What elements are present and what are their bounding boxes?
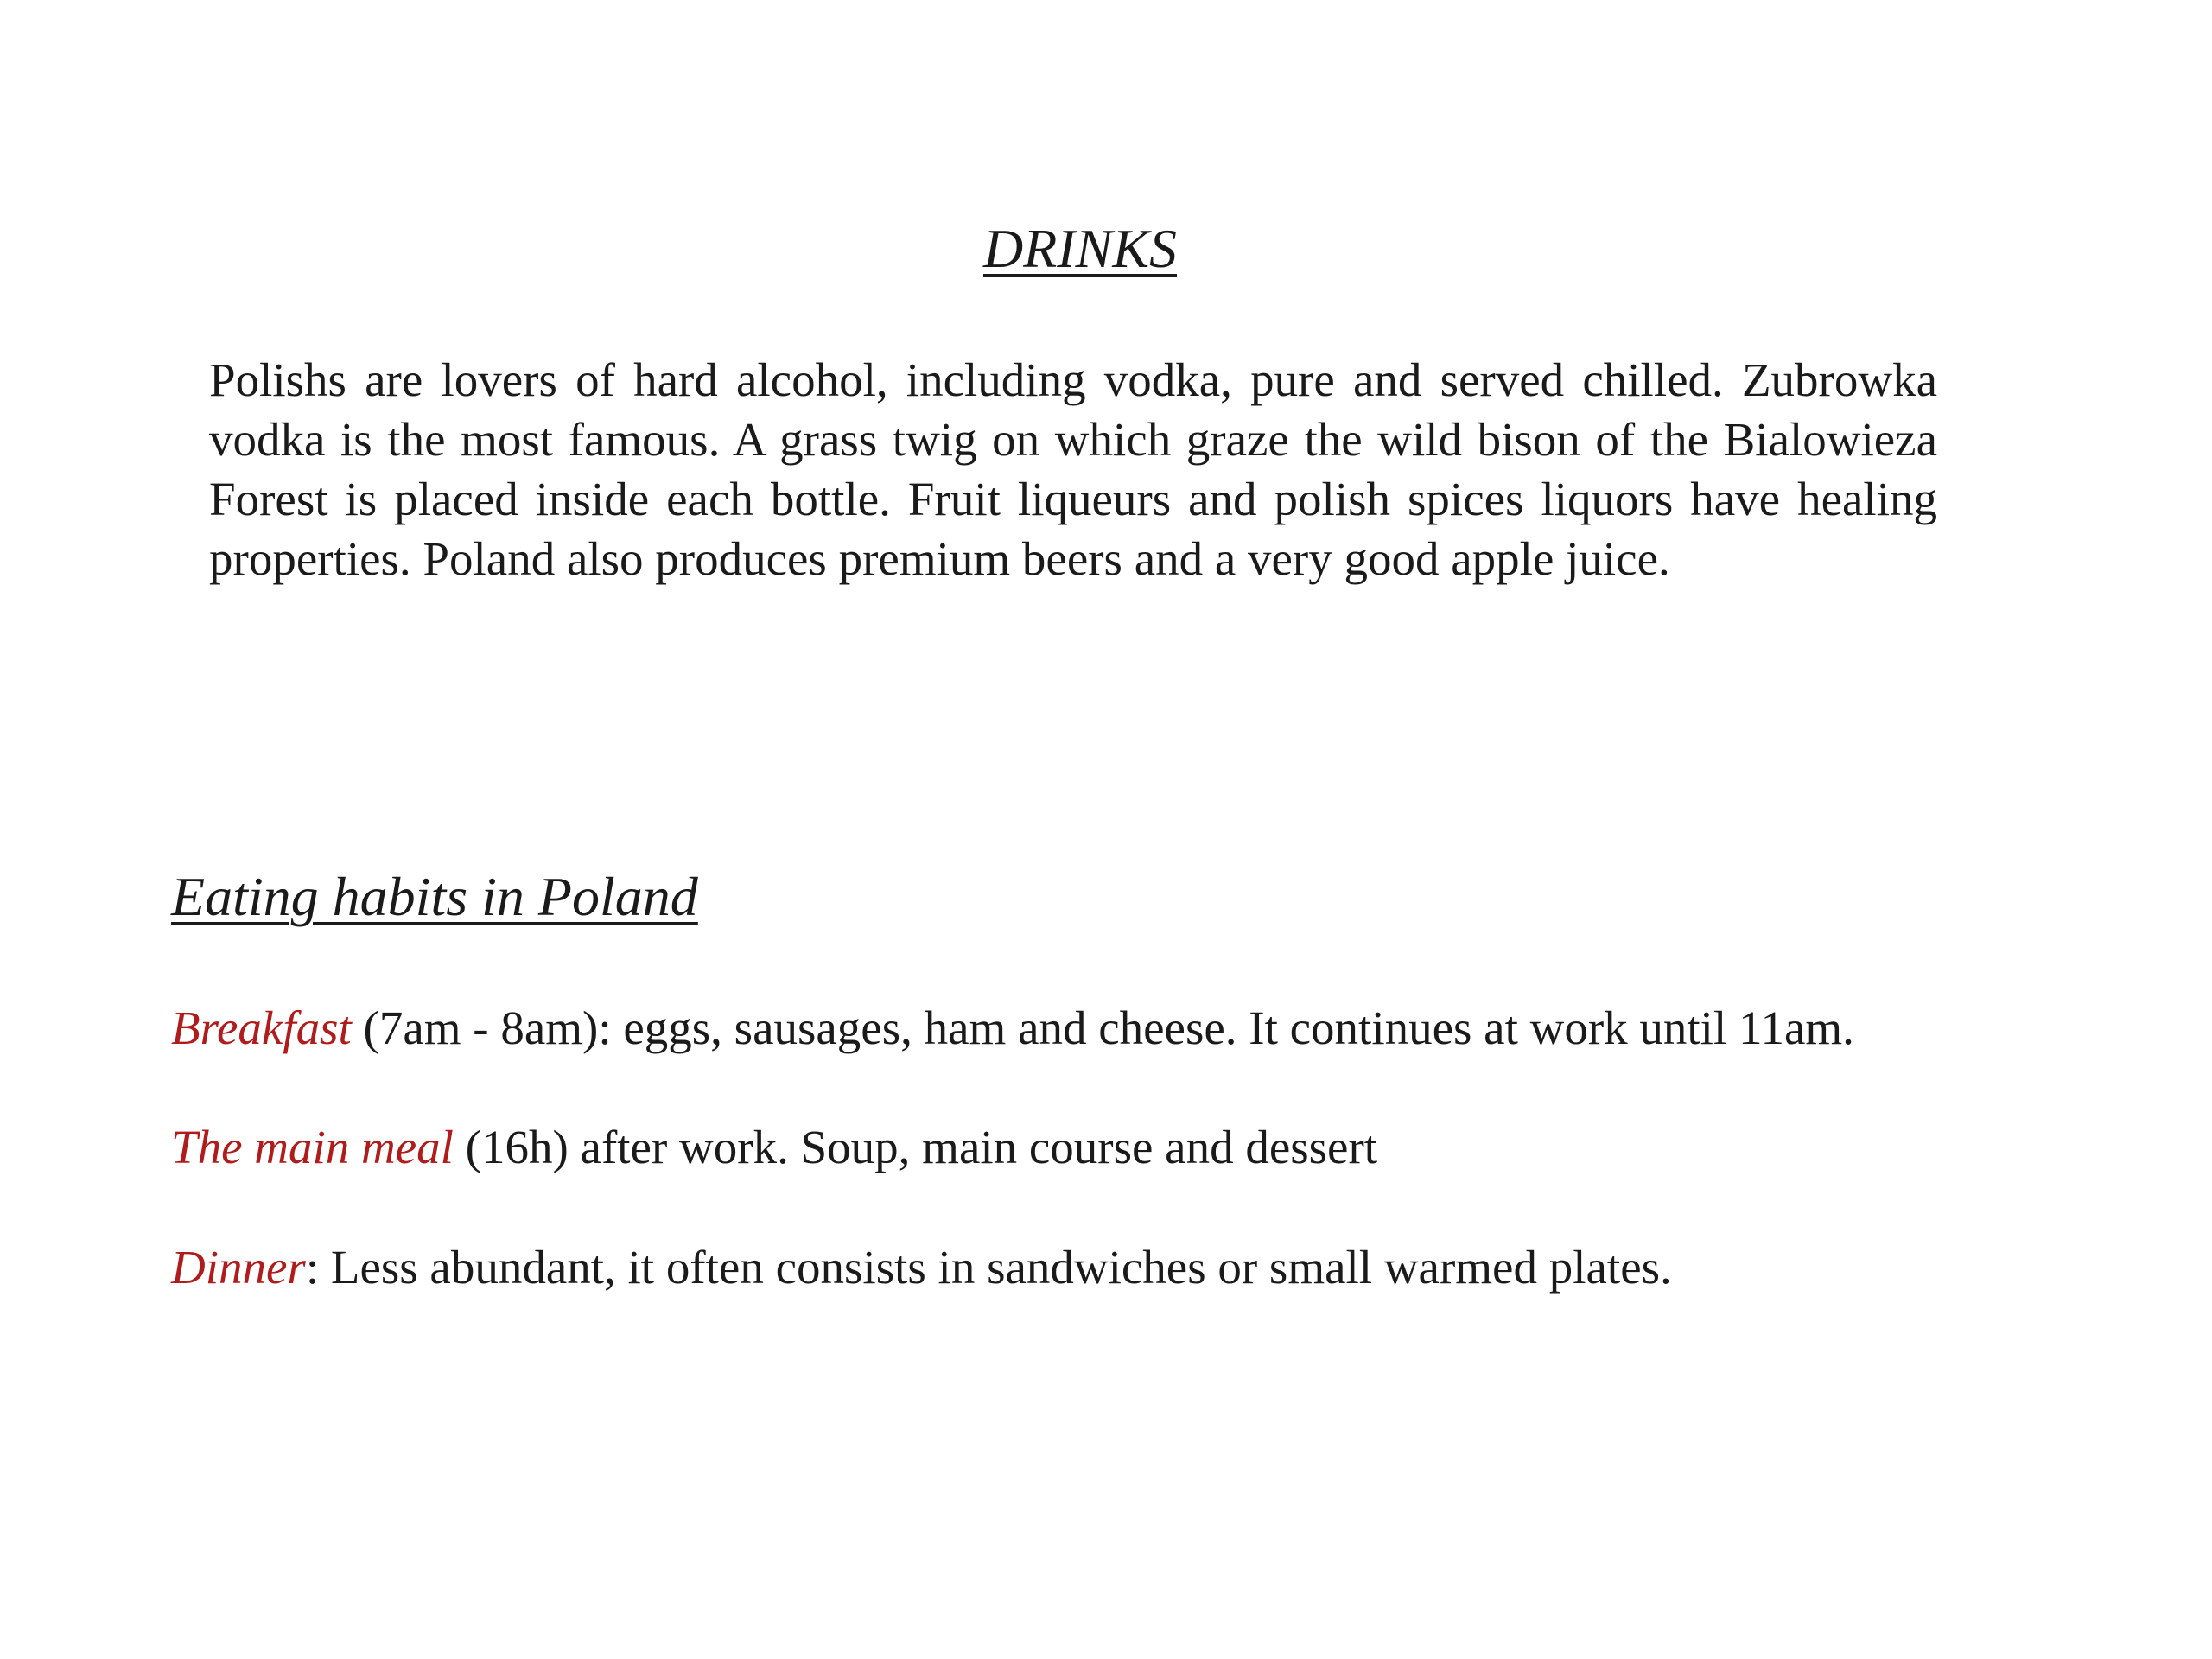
main-meal-line	[171, 1117, 1986, 1177]
main-meal-text: (16h) after work. Soup, main course and dessert	[453, 1121, 1378, 1173]
breakfast-label: Breakfast	[171, 1001, 352, 1054]
dinner-label: Dinner	[171, 1241, 306, 1294]
breakfast-line	[171, 998, 1986, 1058]
drinks-paragraph: Polishs are lovers of hard alcohol, including vodka, pure and served chilled. Zubrowka vodka is the most famous. A grass twig on which graze the wild bison of the Bialowieza Forest is placed inside each bottle. Fruit liqueurs and polish spices liquors have healing properties. Poland also produces premium beers and a very good apple juice.	[209, 353, 1937, 585]
dinner-text: : Less abundant, it often consists in sandwiches or small warmed plates.	[305, 1241, 1672, 1294]
main-meal-label: The main meal	[171, 1121, 454, 1173]
breakfast-text: (7am - 8am): eggs, sausages, ham and cheese. It continues at work until 11am.	[351, 1001, 1854, 1054]
dinner-line	[171, 1237, 1986, 1297]
drinks-heading: DRINKS	[983, 218, 1177, 279]
eating-habits-heading: Eating habits in Poland	[171, 866, 698, 927]
